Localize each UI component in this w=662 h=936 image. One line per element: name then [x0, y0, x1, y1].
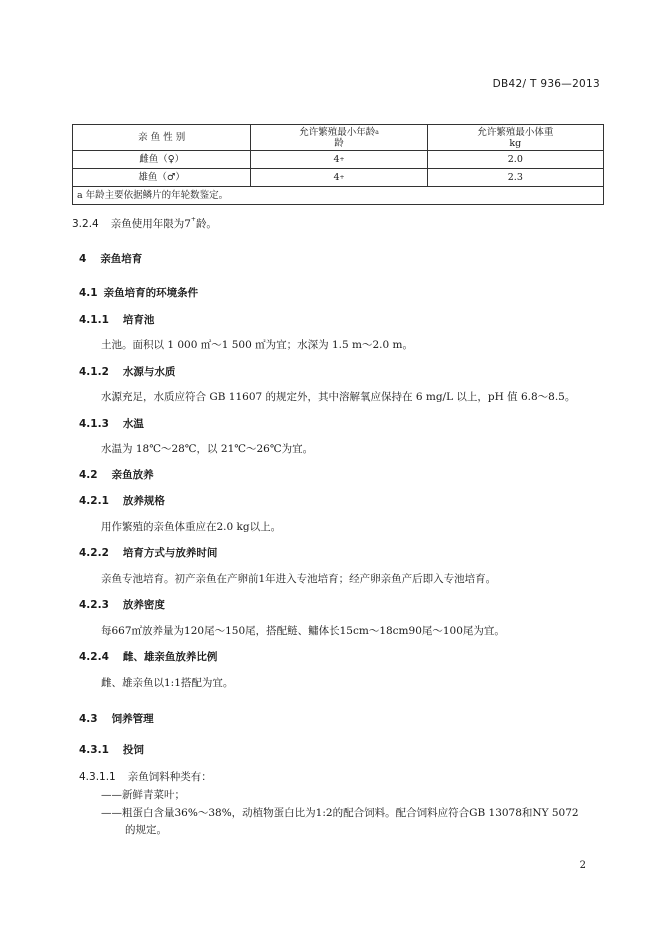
table-cell: 雌鱼（♀）	[73, 151, 251, 169]
paragraph-4-2-4: 雌、雄亲鱼以1:1搭配为宜。	[101, 677, 234, 689]
paragraph-4-1-1: 土池。面积以 1 000 ㎡～1 500 ㎡为宜；水深为 1.5 m～2.0 m。	[101, 339, 413, 351]
list-item: ——新鲜青菜叶；	[101, 789, 185, 801]
heading-number: 4.1.2	[79, 366, 109, 378]
clause-sup: +	[190, 216, 196, 223]
heading-4-1-1	[79, 312, 154, 327]
paragraph-4-2-3: 每667㎡放养量为120尾～150尾，搭配鲢、鳙体长15cm～18cm90尾～100尾为宜。	[101, 625, 505, 637]
heading-number: 4.2	[79, 469, 98, 481]
heading-number: 4.3	[79, 713, 98, 725]
heading-title: 投饲	[122, 744, 144, 756]
paragraph-4-2-1: 用作繁殖的亲鱼体重应在2.0 kg以上。	[101, 521, 282, 533]
heading-title: 亲鱼培育的环境条件	[103, 287, 199, 299]
heading-number: 4	[79, 253, 87, 265]
table-header-age-unit: 龄	[334, 137, 344, 149]
heading-4-2	[79, 467, 154, 482]
table-row	[73, 151, 604, 169]
heading-4-2-1	[79, 493, 165, 508]
heading-number: 4.2.3	[79, 599, 109, 611]
heading-number: 4.1	[79, 287, 98, 299]
heading-title: 亲鱼培育	[100, 253, 143, 265]
heading-4-1	[79, 285, 198, 300]
heading-4-3	[79, 711, 154, 726]
document-code: DB42/ T 936—2013	[492, 78, 600, 90]
table-header-row	[73, 125, 604, 151]
broodstock-table	[72, 124, 604, 205]
heading-title: 饲养管理	[111, 713, 154, 725]
heading-4-2-3	[79, 597, 165, 612]
clause-number: 3.2.4	[72, 218, 99, 230]
heading-title: 亲鱼放养	[111, 469, 154, 481]
table-note: a 年龄主要依据鳞片的年轮数鉴定。	[73, 187, 604, 205]
age-value: 4	[333, 172, 340, 183]
paragraph-4-1-2: 水源充足，水质应符合 GB 11607 的规定外，其中溶解氧应保持在 6 mg/L 以上，pH 值 6.8～8.5。	[101, 391, 576, 403]
table-cell	[251, 151, 427, 169]
table-cell: 2.0	[427, 151, 603, 169]
table-header-age-text: 允许繁殖最小年龄	[299, 126, 376, 138]
heading-number: 4.1.3	[79, 418, 109, 430]
heading-title: 水源与水质	[122, 366, 176, 378]
age-sup: +	[339, 156, 345, 163]
clause-text: 亲鱼使用年限为7	[110, 218, 191, 230]
heading-4-1-3	[79, 416, 144, 431]
clause-3-2-4	[72, 216, 217, 231]
clause-4-3-1-1	[79, 769, 212, 784]
heading-4-2-4	[79, 649, 217, 664]
clause-number: 4.3.1.1	[79, 771, 116, 783]
table-note-row	[73, 187, 604, 205]
heading-title: 培育方式与放养时间	[122, 547, 218, 559]
heading-number: 4.3.1	[79, 744, 109, 756]
heading-4	[79, 251, 142, 266]
heading-title: 放养密度	[122, 599, 165, 611]
list-item-continuation: 的规定。	[125, 824, 167, 836]
footnote-marker: a	[375, 128, 379, 136]
heading-title: 放养规格	[122, 495, 165, 507]
table-row	[73, 169, 604, 187]
clause-text-end: 龄。	[195, 218, 217, 230]
table-header-sex: 亲 鱼 性 别	[73, 125, 251, 151]
page-number: 2	[579, 860, 586, 871]
heading-number: 4.1.1	[79, 314, 109, 326]
table-header-weight-text: 允许繁殖最小体重	[477, 126, 554, 138]
heading-number: 4.2.4	[79, 651, 109, 663]
heading-title: 培育池	[122, 314, 155, 326]
heading-title: 水温	[122, 418, 144, 430]
heading-number: 4.2.1	[79, 495, 109, 507]
table-cell: 雄鱼（♂）	[73, 169, 251, 187]
heading-number: 4.2.2	[79, 547, 109, 559]
heading-title: 雌、雄亲鱼放养比例	[122, 651, 218, 663]
table-header-weight-unit: kg	[509, 137, 522, 149]
clause-text: 亲鱼饲料种类有：	[127, 771, 212, 783]
paragraph-4-2-2: 亲鱼专池培育。初产亲鱼在产卵前1年进入专池培育；经产卵亲鱼产后即入专池培育。	[101, 573, 497, 585]
list-item: ——粗蛋白含量36%～38%，动植物蛋白比为1:2的配合饲料。配合饲料应符合GB 13078和NY 5072	[101, 807, 579, 819]
paragraph-4-1-3: 水温为 18℃～28℃，以 21℃～26℃为宜。	[101, 443, 314, 455]
table-cell: 2.3	[427, 169, 603, 187]
heading-4-1-2	[79, 364, 175, 379]
heading-4-2-2	[79, 545, 217, 560]
table-header-age	[251, 125, 427, 151]
heading-4-3-1	[79, 742, 144, 757]
table-cell	[251, 169, 427, 187]
age-value: 4	[333, 154, 340, 165]
age-sup: +	[339, 174, 345, 181]
table-header-weight	[427, 125, 603, 151]
